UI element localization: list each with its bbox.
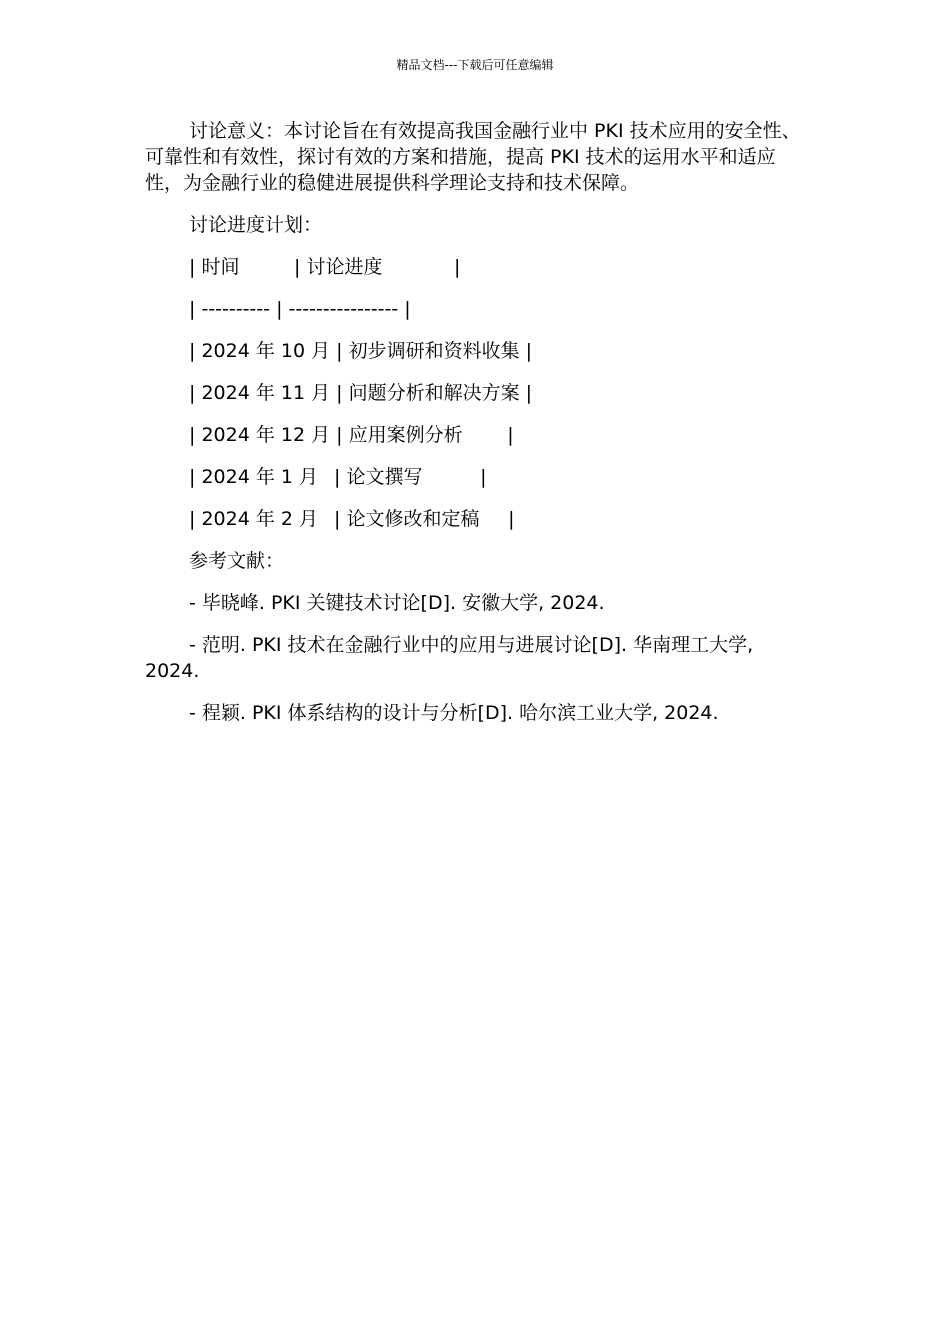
reference-item: - 毕晓峰. PKI 关键技术讨论[D]. 安徽大学, 2024. <box>189 592 605 614</box>
schedule-row-time: | 2024 年 1 月 <box>189 466 319 488</box>
significance-paragraph: 讨论意义：本讨论旨在有效提高我国金融行业中 PKI 技术应用的安全性、可靠性和有效性，探讨有效的方案和措施，提高 PKI 技术的运用水平和适应性，为金融行业的稳健进展提供科学理论支持和技术保障。 <box>145 120 801 194</box>
schedule-row-progress: | 应用案例分析 <box>336 424 463 446</box>
reference-item: - 程颖. PKI 体系结构的设计与分析[D]. 哈尔滨工业大学, 2024. <box>189 702 719 724</box>
schedule-row-time: | 2024 年 12 月 <box>189 424 331 446</box>
schedule-separator-end: | <box>404 298 411 320</box>
references-title: 参考文献： <box>189 550 285 572</box>
schedule-row <box>145 506 805 532</box>
schedule-row-end: | <box>480 466 487 488</box>
schedule-row-progress: | 论文撰写 <box>334 466 423 488</box>
schedule-row-end: | <box>507 424 514 446</box>
schedule-row-time: | 2024 年 2 月 <box>189 508 319 530</box>
page-header: 精品文档---下载后可任意编辑 <box>396 58 554 72</box>
schedule-row <box>145 422 805 448</box>
schedule-row <box>145 464 805 490</box>
schedule-row-time: | 2024 年 10 月 <box>189 340 331 362</box>
document-body <box>145 118 805 742</box>
schedule-row <box>145 380 805 406</box>
schedule-header-progress: | 讨论进度 <box>294 256 383 278</box>
schedule-row-progress: | 论文修改和定稿 <box>334 508 480 530</box>
schedule-header-end: | <box>454 256 461 278</box>
schedule-row-progress: | 初步调研和资料收集 <box>336 340 520 362</box>
schedule-row-end: | <box>508 508 515 530</box>
schedule-separator-time: | ---------- <box>189 298 271 320</box>
schedule-row-progress: | 问题分析和解决方案 <box>336 382 520 404</box>
schedule-title: 讨论进度计划： <box>189 214 323 236</box>
schedule-row <box>145 338 805 364</box>
schedule-header-time: | 时间 <box>189 256 240 278</box>
schedule-separator-progress: | ---------------- <box>276 298 399 320</box>
reference-item: - 范明. PKI 技术在金融行业中的应用与进展讨论[D]. 华南理工大学, 2024. <box>145 634 754 682</box>
schedule-row-end: | <box>525 382 533 404</box>
schedule-separator-row <box>145 296 805 322</box>
schedule-row-end: | <box>525 340 533 362</box>
schedule-row-time: | 2024 年 11 月 <box>189 382 331 404</box>
schedule-header-row <box>145 254 805 280</box>
